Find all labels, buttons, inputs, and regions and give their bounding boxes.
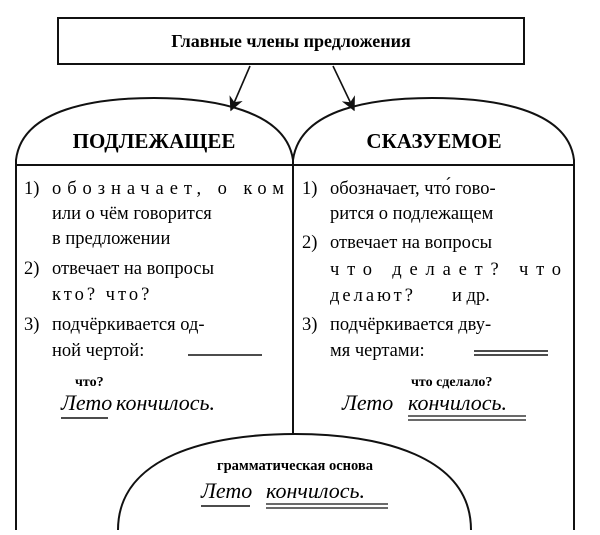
item-line: отвечает на вопросы: [330, 233, 493, 253]
subject-item-2: [24, 259, 214, 305]
item-line: обозначает, что́ гово-: [330, 179, 496, 199]
predicate-item-2: [302, 233, 564, 306]
item-number: 1): [24, 179, 40, 199]
item-number: 2): [302, 233, 318, 253]
example-word-predicate: кончилось.: [116, 390, 215, 415]
subject-item-3: [24, 315, 262, 361]
item-line: подчёркивается дву-: [330, 315, 492, 335]
predicate-item-1: [302, 177, 496, 224]
basis-label: грамматическая основа: [217, 458, 373, 474]
item-line: ной чертой:: [52, 341, 145, 361]
title-box: [58, 18, 524, 64]
diagram-title: Главные члены предложения: [171, 31, 411, 51]
item-line: отвечает на вопросы: [52, 259, 215, 279]
predicate-item-3: [302, 315, 548, 361]
subject-heading: ПОДЛЕЖАЩЕЕ: [72, 129, 236, 153]
item-number: 3): [302, 315, 318, 335]
item-number: 2): [24, 259, 40, 279]
example-word-subject: Лето: [201, 478, 253, 503]
item-line: в предложении: [52, 229, 171, 249]
example-word-subject: Лето: [342, 390, 394, 415]
item-line: кто? что?: [52, 285, 153, 305]
item-line: что делает? что: [330, 260, 564, 280]
predicate-heading: СКАЗУЕМОЕ: [366, 129, 502, 153]
subject-example: [60, 390, 215, 418]
item-line: мя чертами:: [330, 341, 425, 361]
item-line: и др.: [452, 286, 490, 306]
subject-item-1: [24, 179, 284, 249]
subject-question: что?: [75, 375, 104, 390]
item-number: 1): [302, 179, 318, 199]
item-line: обозначает, о ком: [52, 179, 284, 199]
example-word-predicate: кончилось.: [408, 390, 507, 415]
item-line: делают?: [330, 286, 416, 306]
item-line: подчёркивается од-: [52, 315, 205, 335]
predicate-question: что сделало?: [411, 375, 493, 390]
example-word-predicate: кончилось.: [266, 478, 365, 503]
arrow-to-subject: [231, 66, 250, 110]
example-word-subject: Лето: [61, 390, 113, 415]
item-line: рится о подлежащем: [330, 204, 494, 224]
predicate-example: [341, 390, 526, 420]
arrow-to-predicate: [333, 66, 354, 110]
item-number: 3): [24, 315, 40, 335]
item-line: или о чём говорится: [52, 204, 212, 224]
